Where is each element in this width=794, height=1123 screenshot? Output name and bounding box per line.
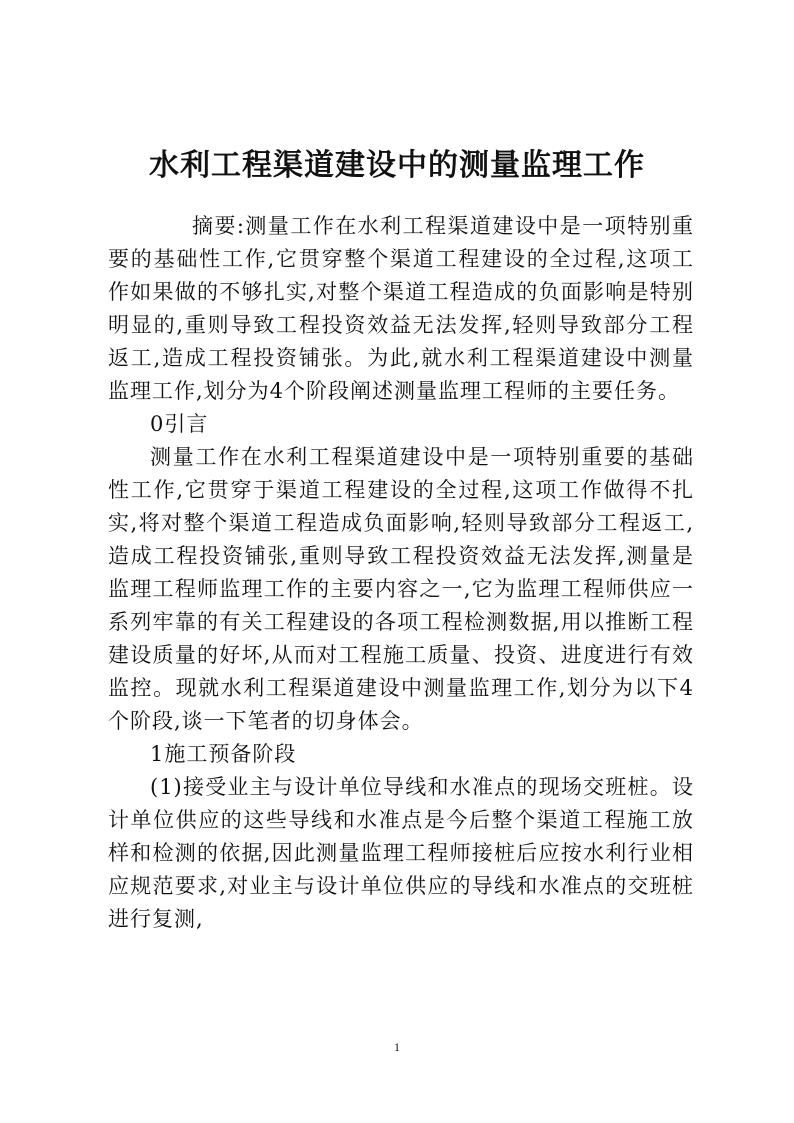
introduction-paragraph: 测量工作在水利工程渠道建设中是一项特别重要的基础性工作,它贯穿于渠道工程建设的全过程,这项工作做得不扎实,将对整个渠道工程造成负面影响,轻则导致部分工程返工,造成工程投资铺张,重则导致工程投资效益无法发挥,测量是监理工程师监理工作的主要内容之一,它为监理工程师供应一系列牢靠的有关工程建设的各项工程检测数据,用以推断工程建设质量的好坏,从而对工程施工质量、投资、进度进行有效监控。现就水利工程渠道建设中测量监理工作,划分为以下4个阶段,谈一下笔者的切身体会。 xyxy=(108,445,694,733)
document-body xyxy=(108,210,694,936)
section-heading-introduction: 0引言 xyxy=(150,412,209,436)
section-heading-preparation: 1施工预备阶段 xyxy=(150,742,297,766)
page-number: 1 xyxy=(394,1040,400,1054)
document-title: 水利工程渠道建设中的测量监理工作 xyxy=(149,148,645,183)
preparation-paragraph: (1)接受业主与设计单位导线和水准点的现场交班桩。设计单位供应的这些导线和水准点是今后整个渠道工程施工放样和检测的依据,因此测量监理工程师接桩后应按水利行业相应规范要求,对业主与设计单位供应的导线和水准点的交班桩进行复测, xyxy=(108,775,694,931)
abstract-paragraph: 摘要:测量工作在水利工程渠道建设中是一项特别重要的基础性工作,它贯穿整个渠道工程建设的全过程,这项工作如果做的不够扎实,对整个渠道工程造成的负面影响是特别明显的,重则导致工程投资效益无法发挥,轻则导致部分工程返工,造成工程投资铺张。为此,就水利工程渠道建设中测量监理工作,划分为4个阶段阐述测量监理工程师的主要任务。 xyxy=(108,214,694,403)
